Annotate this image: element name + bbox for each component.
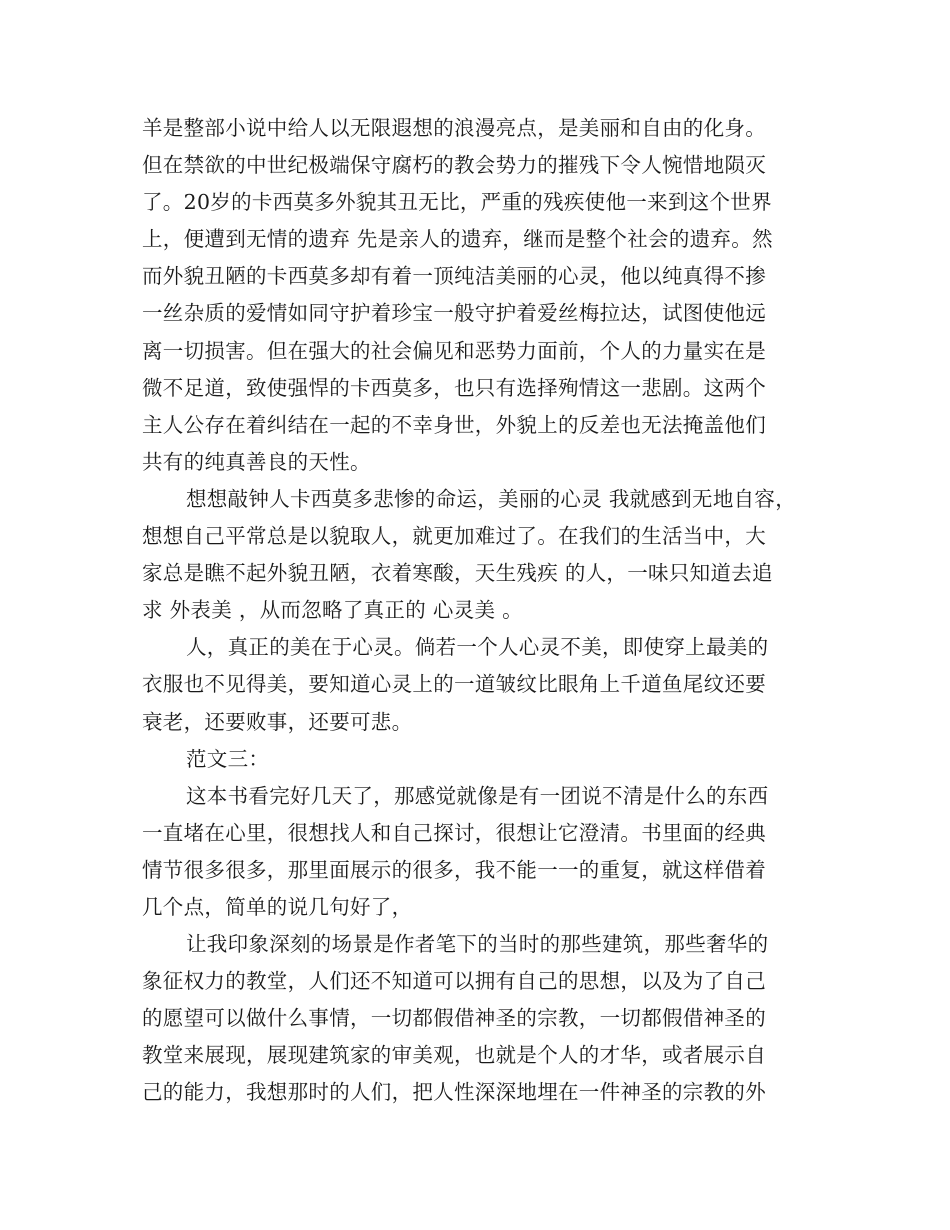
text-line: 而外貌丑陋的卡西莫多却有着一顶纯洁美丽的心灵，他以纯真得不掺	[142, 264, 766, 289]
text-line: 己的能力，我想那时的人们，把人性深深地埋在一件神圣的宗教的外	[142, 1080, 766, 1105]
paragraph-start-line: 让我印象深刻的场景是作者笔下的当时的那些建筑，那些奢华的	[186, 932, 769, 957]
text-line: 衣服也不见得美，要知道心灵上的一道皱纹比眼角上千道鱼尾纹还要	[142, 672, 766, 697]
text-line: 主人公存在着纠结在一起的不幸身世，外貌上的反差也无法掩盖他们	[142, 412, 766, 437]
text-line: 但在禁欲的中世纪极端保守腐朽的教会势力的摧残下令人惋惜地陨灭	[142, 153, 766, 178]
text-line: 一丝杂质的爱情如同守护着珍宝一般守护着爱丝梅拉达，试图使他远	[142, 301, 766, 326]
paragraph-start-line: 想想敲钟人卡西莫多悲惨的命运，美丽的心灵 我就感到无地自容，	[186, 486, 797, 511]
paragraph-start-line: 这本书看完好几天了，那感觉就像是有一团说不清是什么的东西	[186, 783, 769, 808]
text-line: 了。20岁的卡西莫多外貌其丑无比，严重的残疾使他一来到这个世界	[142, 190, 772, 215]
text-line: 想想自己平常总是以貌取人，就更加难过了。在我们的生活当中，大	[142, 524, 766, 549]
text-line: 求 外表美 ，从而忽略了真正的 心灵美 。	[142, 598, 523, 623]
text-line: 羊是整部小说中给人以无限遐想的浪漫亮点，是美丽和自由的化身。	[142, 116, 766, 140]
text-line: 教堂来展现，展现建筑家的审美观，也就是个人的才华，或者展示自	[142, 1043, 766, 1068]
text-line: 的愿望可以做什么事情，一切都假借神圣的宗教，一切都假借神圣的	[142, 1006, 766, 1031]
text-line: 家总是瞧不起外貌丑陋，衣着寒酸，天生残疾 的人，一味只知道去追	[142, 561, 773, 586]
text-line: 微不足道，致使强悍的卡西莫多，也只有选择殉情这一悲剧。这两个	[142, 375, 766, 400]
text-line: 离一切损害。但在强大的社会偏见和恶势力面前，个人的力量实在是	[142, 338, 766, 363]
text-line: 上，便遭到无情的遗弃 先是亲人的遗弃，继而是整个社会的遗弃。然	[142, 227, 773, 252]
text-line: 几个点，简单的说几句好了，	[142, 894, 413, 919]
text-line: 衰老，还要败事，还要可悲。	[142, 709, 413, 734]
section-heading: 范文三：	[186, 746, 270, 771]
document-body	[142, 110, 822, 1112]
paragraph-start-line: 人，真正的美在于心灵。倘若一个人心灵不美，即使穿上最美的	[186, 635, 769, 660]
text-line: 共有的纯真善良的天性。	[142, 449, 371, 474]
text-line: 象征权力的教堂，人们还不知道可以拥有自己的思想，以及为了自己	[142, 969, 766, 994]
text-line: 情节很多很多，那里面展示的很多，我不能一一的重复，就这样借着	[142, 857, 766, 882]
text-line: 一直堵在心里，很想找人和自己探讨，很想让它澄清。书里面的经典	[142, 820, 766, 845]
